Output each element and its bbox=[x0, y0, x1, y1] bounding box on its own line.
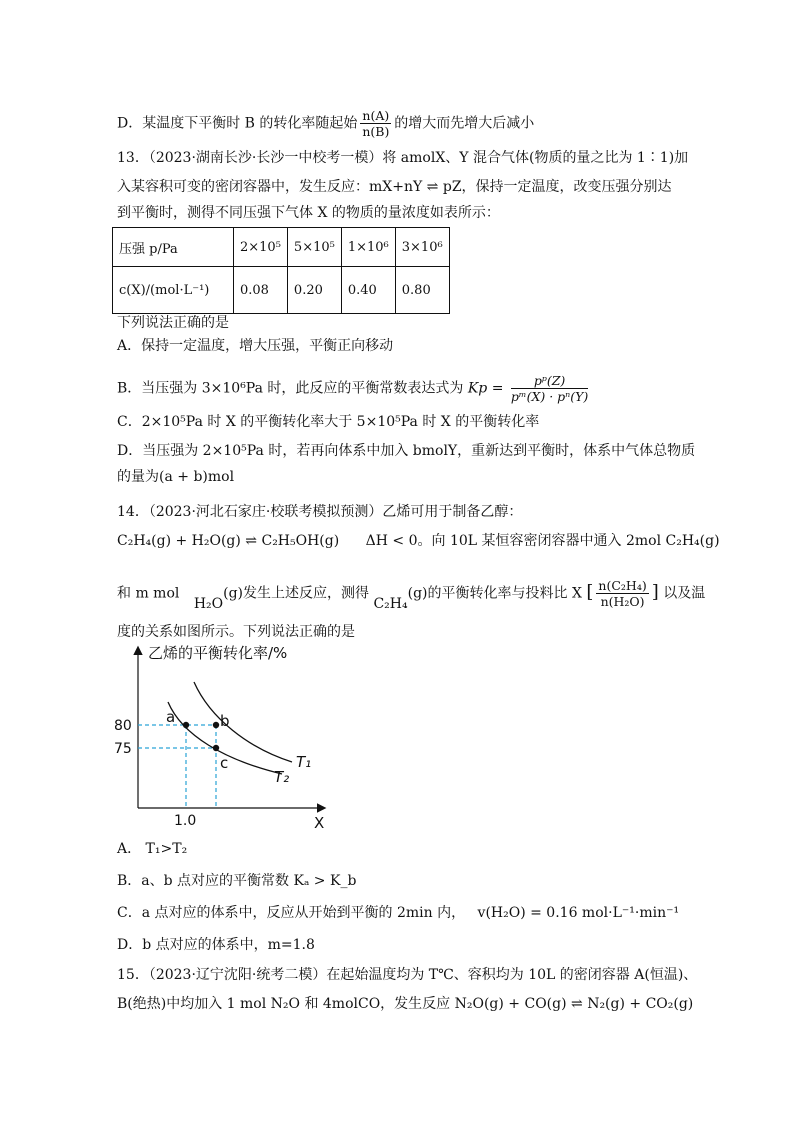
q13-line-2: 入某容积可变的密闭容器中，发生反应：mX+nY ⇌ pZ，保持一定温度，改变压强分别达 bbox=[117, 179, 672, 195]
option-d-previous bbox=[117, 108, 534, 139]
text: (g)发生上述反应，测得 bbox=[223, 585, 370, 602]
kp-fraction bbox=[511, 373, 588, 404]
text: (g)的平衡转化率与投料比 X bbox=[407, 585, 582, 602]
label-b: b bbox=[220, 712, 230, 730]
y-tick-75: 75 bbox=[114, 741, 132, 757]
q13-option-d-line-1: D．当压强为 2×10⁵Pa 时，若再向体系中加入 bmolY，重新达到平衡时，体系中气体总物质 bbox=[117, 443, 696, 459]
label-t1: T₁ bbox=[296, 753, 312, 771]
q14-option-b: B．a、b 点对应的平衡常数 Kₐ > K_b bbox=[117, 873, 357, 889]
q13-option-d-line-2: 的量为(a + b)mol bbox=[117, 469, 235, 485]
q13-option-b bbox=[117, 373, 591, 404]
text: 以及温 bbox=[663, 585, 706, 602]
fraction-denominator: pᵐ(X) · pⁿ(Y) bbox=[510, 389, 589, 404]
table-cell: 3×10⁶ bbox=[395, 228, 449, 267]
table-cell: 5×10⁵ bbox=[287, 228, 341, 267]
q13-line-3: 到平衡时，测得不同压强下气体 X 的物质的量浓度如表所示： bbox=[117, 205, 500, 221]
point-b bbox=[213, 722, 219, 728]
table-cell: 0.80 bbox=[395, 267, 449, 314]
table-cell: 1×10⁶ bbox=[341, 228, 395, 267]
table-cell: 2×10⁵ bbox=[234, 228, 288, 267]
text: B(绝热)中均加入 1 mol N₂O 和 4molCO，发生反应 bbox=[117, 996, 451, 1012]
q13-line-1: 13．（2023·湖南长沙·长沙一中校考一模）将 amolX、Y 混合气体(物质的量之比为 1∶1)加 bbox=[117, 150, 689, 166]
option-text: D．某温度下平衡时 B 的转化率随起始 bbox=[117, 115, 358, 132]
point-a bbox=[183, 722, 189, 728]
option-text: B．当压强为 3×10⁶Pa 时，此反应的平衡常数表达式为 bbox=[117, 380, 464, 397]
label-a: a bbox=[166, 708, 176, 726]
conversion-chart bbox=[112, 640, 342, 830]
option-text: C．a 点对应的体系中，反应从开始到平衡的 2min 内， bbox=[117, 905, 466, 921]
option-text-tail: 的增大而先增大后减小 bbox=[394, 115, 535, 132]
q14-option-a: A． T₁>T₂ bbox=[117, 841, 188, 857]
fraction bbox=[360, 108, 391, 139]
formula-c2h4: C₂H₄ bbox=[373, 595, 408, 612]
bracket-left: [ bbox=[586, 581, 594, 603]
reaction-condition: ΔH < 0。向 10L 某恒容密闭容器中通入 2mol C₂H₄(g) bbox=[365, 533, 720, 549]
x-axis-label: X bbox=[314, 814, 325, 830]
table-row bbox=[113, 267, 450, 314]
table-cell: 0.40 bbox=[341, 267, 395, 314]
fraction-numerator: n(A) bbox=[362, 108, 390, 123]
label-c: c bbox=[220, 754, 229, 772]
text: 和 m mol bbox=[117, 585, 180, 602]
q13-stem: 下列说法正确的是 bbox=[117, 315, 229, 331]
q14-line-2 bbox=[117, 531, 720, 551]
q15-line-1: 15．（2023·辽宁沈阳·统考二模）在起始温度均为 T℃、容积均为 10L 的密闭容器 A(恒温)、 bbox=[117, 967, 698, 983]
q13-option-c: C．2×10⁵Pa 时 X 的平衡转化率大于 5×10⁵Pa 时 X 的平衡转化率 bbox=[117, 414, 540, 430]
q15-line-2 bbox=[117, 994, 693, 1014]
table-header-concentration: c(X)/(mol·L⁻¹) bbox=[113, 267, 234, 314]
y-tick-80: 80 bbox=[114, 718, 132, 734]
table-row bbox=[113, 228, 450, 267]
reaction-equation: C₂H₄(g) + H₂O(g) ⇌ C₂H₅OH(g) bbox=[117, 533, 340, 549]
kp-symbol: Kp = bbox=[467, 380, 504, 397]
chart-title: 乙烯的平衡转化率/% bbox=[148, 644, 288, 662]
table-cell: 0.20 bbox=[287, 267, 341, 314]
label-t2: T₂ bbox=[274, 768, 290, 786]
ratio-fraction bbox=[596, 578, 648, 609]
table-header-pressure: 压强 p/Pa bbox=[113, 228, 234, 267]
fraction-denominator: n(H₂O) bbox=[600, 594, 645, 609]
x-tick-1: 1.0 bbox=[174, 813, 197, 829]
q13-option-a: A．保持一定温度，增大压强，平衡正向移动 bbox=[117, 338, 394, 354]
q14-option-d: D．b 点对应的体系中，m=1.8 bbox=[117, 937, 315, 953]
curve-t1 bbox=[194, 682, 292, 762]
formula-h2o: H₂O bbox=[193, 595, 224, 612]
q14-line-4: 度的关系如图所示。下列说法正确的是 bbox=[117, 624, 355, 640]
table-cell: 0.08 bbox=[234, 267, 288, 314]
q14-line-1: 14．（2023·河北石家庄·校联考模拟预测）乙烯可用于制备乙醇： bbox=[117, 504, 523, 520]
pressure-table bbox=[112, 227, 450, 314]
bracket-right: ] bbox=[651, 581, 659, 603]
q14-line-3 bbox=[117, 578, 706, 612]
fraction-numerator: pᵖ(Z) bbox=[511, 373, 588, 389]
fraction-denominator: n(B) bbox=[362, 124, 390, 139]
rate-equation: v(H₂O) = 0.16 mol·L⁻¹·min⁻¹ bbox=[477, 905, 680, 921]
reaction-equation: N₂O(g) + CO(g) ⇌ N₂(g) + CO₂(g) bbox=[454, 996, 694, 1012]
point-c bbox=[213, 745, 219, 751]
q14-option-c bbox=[117, 903, 679, 923]
fraction-numerator: n(C₂H₄) bbox=[598, 578, 647, 593]
